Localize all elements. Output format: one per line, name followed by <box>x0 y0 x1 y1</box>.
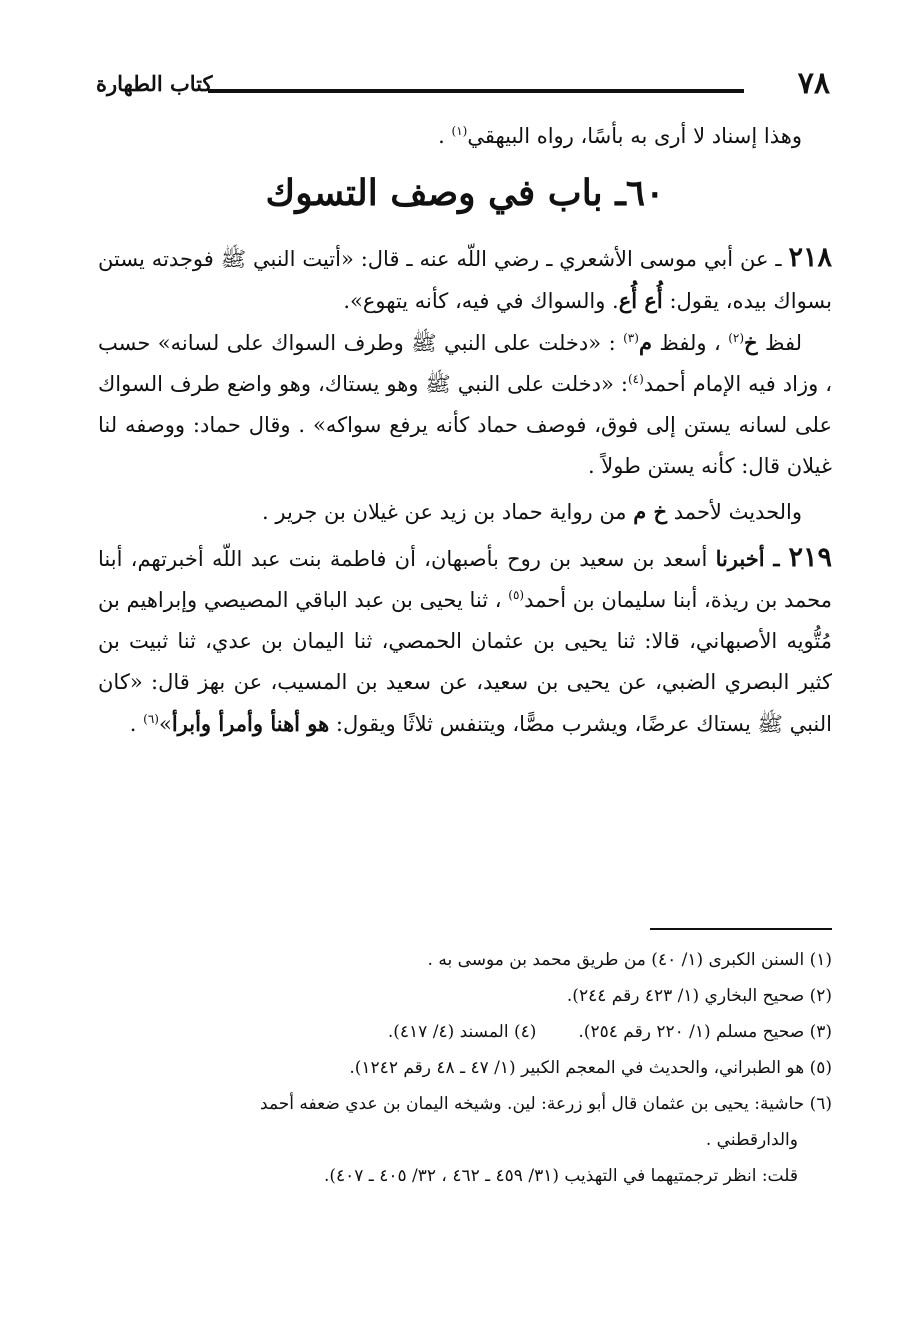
footnote-ref: (٦) <box>143 712 159 726</box>
footnote-ref: (٤) <box>627 372 644 386</box>
hadith-bold-lead: ـ أخبرنا <box>715 546 789 571</box>
page-header <box>96 62 830 106</box>
hadith-number: ٢١٩ <box>788 542 832 573</box>
hadith-text-end: » <box>158 712 172 736</box>
footnote-ref: (٥) <box>508 588 525 602</box>
variant-text: لفظ <box>757 331 802 355</box>
footnote-2: (٢) صحيح البخاري (١/ ٤٢٣ رقم ٢٤٤). <box>566 986 832 1006</box>
footnote-4: (٤) المسند (٤/ ٤١٧). <box>387 1022 537 1042</box>
running-title: كتاب الطهارة <box>96 71 213 96</box>
hadith-number: ٢١٨ <box>788 242 832 273</box>
hadith-218-variants <box>98 322 832 487</box>
footnote-ref: (٢) <box>728 331 745 345</box>
source-text: من رواية حماد بن زيد عن غيلان بن جرير . <box>262 500 634 524</box>
footnote-3: (٣) صحيح مسلم (١/ ٢٢٠ رقم ٢٥٤). <box>578 1022 832 1042</box>
header-rule <box>208 89 744 93</box>
hadith-218-paragraph <box>98 237 832 322</box>
siglum-m: م <box>638 330 652 355</box>
variant-text: ، ولفظ <box>651 331 729 355</box>
chapter-heading: ٦٠ـ باب في وصف التسوك <box>265 172 665 214</box>
footnote-separator <box>650 928 832 930</box>
variant-text: : «دخلت على النبي ﷺ وطرف السواك على لسانه» حسب ، وزاد فيه الإمام أحمد <box>98 331 833 396</box>
hadith-219-paragraph <box>98 537 832 745</box>
footnote-6: (٦) حاشية: يحيى بن عثمان قال أبو زرعة: لين. وشيخه اليمان بن عدي ضعفه أحمد <box>260 1094 832 1114</box>
hadith-text: ـ عن أبي موسى الأشعري ـ رضي اللّه عنه ـ قال: «أتيت النبي ﷺ فوجدته يستن بسواك بيده، يقول: <box>98 247 832 313</box>
source-sigla: خ م <box>633 499 668 524</box>
hadith-text: ، ثنا يحيى بن عبد الباقي المصيصي وإبراهيم بن مُتُّويه الأصبهاني، قالا: ثنا يحيى بن عثمان الحمصي، ثنا اليمان بن عدي، ثنا ثبيت بن كثير البصري الضبي، عن يحيى بن سعيد، عن سعيد بن المسيب، عن بهز قال: «كان النبي ﷺ يستاك عرضًا، ويشرب مصًّا، ويتنفس ثلاثًا ويقول: <box>98 588 832 736</box>
footnote-1: (١) السنن الكبرى (١/ ٤٠) من طريق محمد بن موسى به . <box>427 950 832 970</box>
hadith-end: . <box>129 712 144 736</box>
siglum-kh: خ <box>744 330 758 355</box>
footnote-6-continued: والدارقطني . <box>705 1130 798 1150</box>
variant-text: : «دخلت على النبي ﷺ وهو يستاك، وهو واضع طرف السواك على لسانه يستن إلى فوق، فوصف حماد كأنه يرفع سواكه» . وقال حماد: ووصفه لنا غيلان قال: كأنه يستن طولاً . <box>98 372 832 478</box>
footnote-6-comment: قلت: انظر ترجمتيهما في التهذيب (٣١/ ٤٥٩ ـ ٤٦٢ ، ٣٢/ ٤٠٥ ـ ٤٠٧). <box>323 1166 798 1186</box>
hadith-text-end: . والسواك في فيه، كأنه يتهوع». <box>343 289 619 313</box>
footnote-ref: (١) <box>451 124 468 138</box>
hadith-text: أسعد بن سعيد بن روح بأصبهان، أن فاطمة بنت عبد اللّه أخبرتهم، أبنا محمد بن ريذة، أبنا سليمان بن أحمد <box>98 547 832 612</box>
intro-end: . <box>438 124 452 148</box>
footnote-row-3-4 <box>96 1014 832 1050</box>
hadith-bold-phrase: هو أهنأ وأمرأ وأبرأ <box>171 711 330 736</box>
page-number: ٧٨ <box>797 66 830 101</box>
footnote-ref: (٣) <box>623 331 639 345</box>
hadith-218-source <box>98 491 832 533</box>
main-text <box>98 116 832 745</box>
footnotes <box>96 942 832 1194</box>
hadith-bold-phrase: أُع أُع <box>618 288 663 313</box>
source-text: والحديث لأحمد <box>667 500 802 524</box>
intro-text: وهذا إسناد لا أرى به بأسًا، رواه البيهقي <box>467 124 802 148</box>
intro-line <box>98 116 832 157</box>
footnote-5: (٥) هو الطبراني، والحديث في المعجم الكبير (١/ ٤٧ ـ ٤٨ رقم ١٢٤٢). <box>349 1058 832 1078</box>
